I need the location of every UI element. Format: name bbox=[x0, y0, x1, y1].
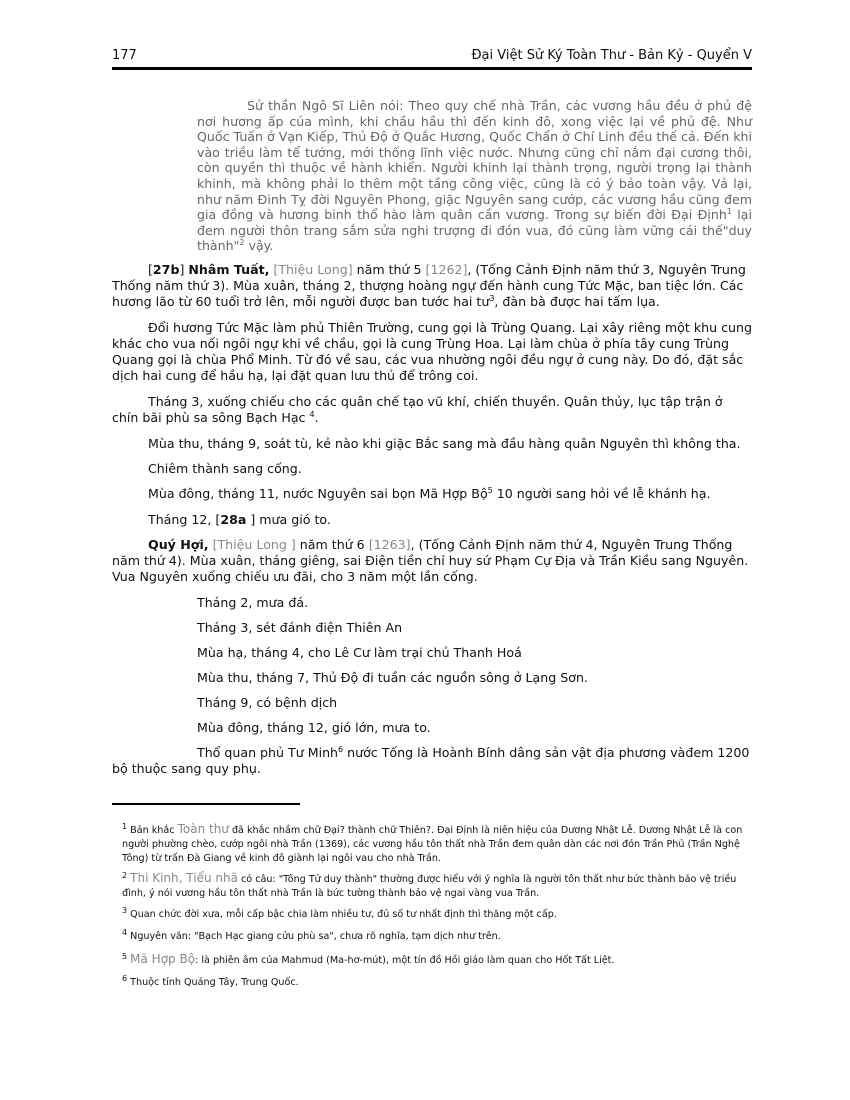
header-rule bbox=[112, 67, 752, 70]
list-item: Mùa hạ, tháng 4, cho Lê Cư làm trại chủ Thanh Hoá bbox=[197, 645, 522, 660]
footnote-ref[interactable]: 1 bbox=[726, 206, 732, 216]
list-item: Mùa đông, tháng 12, gió lớn, mưa to. bbox=[197, 720, 431, 735]
footnote-3: $^3$ Quan chức đời xưa, mỗi cấp bậc chia làm nhiều tư, đủ số tư nhất định thì thăng một cấp. bbox=[122, 905, 557, 920]
paragraph: Chiêm thành sang cống. bbox=[148, 461, 302, 476]
footnote-ref[interactable]: 2 bbox=[239, 238, 245, 248]
commentary-quote: Sử thần Ngô Sĩ Liên nói: Theo quy chế nhà Trần, các vương hầu đều ở phủ đệ nơi hương ấp của mình, khi chầu hầu thì đến kinh đô, xong việc lại về phủ đệ. Như Quốc Tuấn ở Vạn Kiếp, Thủ Độ ở Quắc Hương, Quốc Chẩn ở Chí Linh đều thế cả. Đến khi vào triều làm tể tướng, mới thống lĩnh việc nước. Nhưng cũng chỉ nắm đại cương thôi, còn quyền thì thuộc về hành khiển. Người khinh lại thành trọng, người trọng lại thành khinh, mà không phải lo thêm một tầng công việc, cũng là có ý bảo toàn vậy. Vả lại, như năm Đinh Tỵ đời Nguyên Phong, giặc Nguyên sang cướp, các vương hầu cũng đem gia đồng và hương binh thổ hào làm quân cần vương. Trong sự biến đời Đại Định$^1$ lại đem người thôn trang sắm sửa nghi trượng đi đón vua, đó cũng làm vững cái thế"duy thành"$^2$ vậy. bbox=[197, 98, 752, 254]
folio-marker: 28a bbox=[220, 512, 247, 527]
footnote-6: $^6$ Thuộc tỉnh Quảng Tây, Trung Quốc. bbox=[122, 973, 299, 988]
year-name: Quý Hợi, bbox=[148, 537, 209, 552]
footnote-1: $^1$ Bản khắc Toàn thư đã khắc nhầm chữ Đại? thành chữ Thiên?. Đại Định là niên hiệu của Dương Nhật Lễ. Dương Nhật Lễ là con người phường chèo, cướp ngôi nhà Trần (1369), các vương hầu tôn thất nhà Trần đem quân dàn các nơi đón Trần Phủ (Trần Nghệ Tông) từ trấn Đà Giang về kinh đô giành lại ngôi vau cho nhà Trần. bbox=[122, 821, 743, 864]
list-item: Mùa thu, tháng 7, Thủ Độ đi tuần các nguồn sông ở Lạng Sơn. bbox=[197, 670, 588, 685]
entry-1263: Quý Hợi, [Thiệu Long ] năm thứ 6 [1263], (Tống Cảnh Định năm thứ 4, Nguyên Trung Thống năm thứ 4). Mùa xuân, tháng giêng, sai Điện tiền chỉ huy sứ Phạm Cự Địa và Trần Kiều sang Nguyên. Vua Nguyên xuống chiếu ưu đãi, cho 3 năm một lần cống. bbox=[112, 537, 749, 584]
list-item: Tháng 3, sét đánh điện Thiên An bbox=[197, 620, 403, 635]
page-header bbox=[112, 48, 752, 68]
paragraph: Thổ quan phủ Tư Minh$^6$ nước Tống là Hoành Bính dâng sản vật địa phương vàđem 1200 bộ thuộc sang quy phụ. bbox=[112, 744, 750, 776]
folio-marker: 27b bbox=[152, 262, 180, 277]
footnote-4: $^4$ Nguyên văn: "Bạch Hạc giang cửu phù sa", chưa rõ nghĩa, tạm dịch như trên. bbox=[122, 927, 501, 942]
paragraph: Tháng 12, [28a ] mưa gió to. bbox=[148, 512, 331, 527]
footnote-separator bbox=[112, 803, 300, 805]
list-item: Tháng 2, mưa đá. bbox=[197, 595, 309, 610]
footnote-ref[interactable]: 6 bbox=[338, 744, 344, 754]
entry-1262: [27b] Nhâm Tuất, [Thiệu Long] năm thứ 5 [1262], (Tống Cảnh Định năm thứ 3, Nguyên Trung Thống năm thứ 3). Mùa xuân, tháng 2, thượng hoàng ngự đến hành cung Tức Mặc, ban tiệc lớn. Các hương lão từ 60 tuổi trở lên, mỗi người được ban tước hai $tư^3$, đàn bà được hai tấm lụa. bbox=[112, 262, 746, 309]
list-item: Tháng 9, có bệnh dịch bbox=[197, 695, 338, 710]
footnote-ref[interactable]: 4 bbox=[309, 409, 315, 419]
year-name: Nhâm Tuất, bbox=[188, 262, 270, 277]
footnote-ref[interactable]: 5 bbox=[487, 485, 493, 495]
running-title: Đại Việt Sử Ký Toàn Thư - Bản Kỷ - Quyển V bbox=[471, 48, 752, 63]
footnote-2: $^2$ Thi Kinh, Tiểu nhã có câu: "Tông Tử duy thành" thường được hiểu với ý nghĩa là người tôn thất như bức thành bảo vệ triều đình, ý nói vương hầu tôn thất nhà Trần là bức tường thành bảo vệ ngai vàng vua Trần. bbox=[122, 870, 737, 899]
paragraph: Mùa đông, tháng 11, nước Nguyên sai bọn Mã Hợp Bộ$^5$ 10 người sang hỏi về lễ khánh hạ. bbox=[148, 485, 711, 501]
footnote-5: $^5$ Mã Hợp Bộ: là phiên âm của Mahmud (Ma-hơ-mút), một tín đồ Hồi giáo làm quan cho Hốt Tất Liệt. bbox=[122, 951, 615, 966]
page-number: 177 bbox=[112, 48, 137, 63]
paragraph: Mùa thu, tháng 9, soát tù, kẻ nào khi giặc Bắc sang mà đầu hàng quân Nguyên thì không tha. bbox=[148, 436, 741, 451]
paragraph: Tháng 3, xuống chiếu cho các quân chế tạo vũ khí, chiến thuyền. Quân thủy, lục tập trận ở chín bãi phù sa sông Bạch Hạc $^4$. bbox=[112, 394, 723, 425]
footnote-ref[interactable]: 3 bbox=[489, 293, 495, 303]
paragraph: Đổi hương Tức Mặc làm phủ Thiên Trường, cung gọi là Trùng Quang. Lại xây riêng một khu cung khác cho vua nối ngôi ngự khi về chầu, gọi là cung Trùng Hoa. Lại làm chùa ở phía tây cung Trùng Quang gọi là chùa Phổ Minh. Từ đó về sau, các vua nhường ngôi đều ngự ở cung này. Do đó, đặt sắc dịch hai cung để hầu hạ, lại đặt quan lưu thủ để trông coi. bbox=[112, 320, 752, 383]
